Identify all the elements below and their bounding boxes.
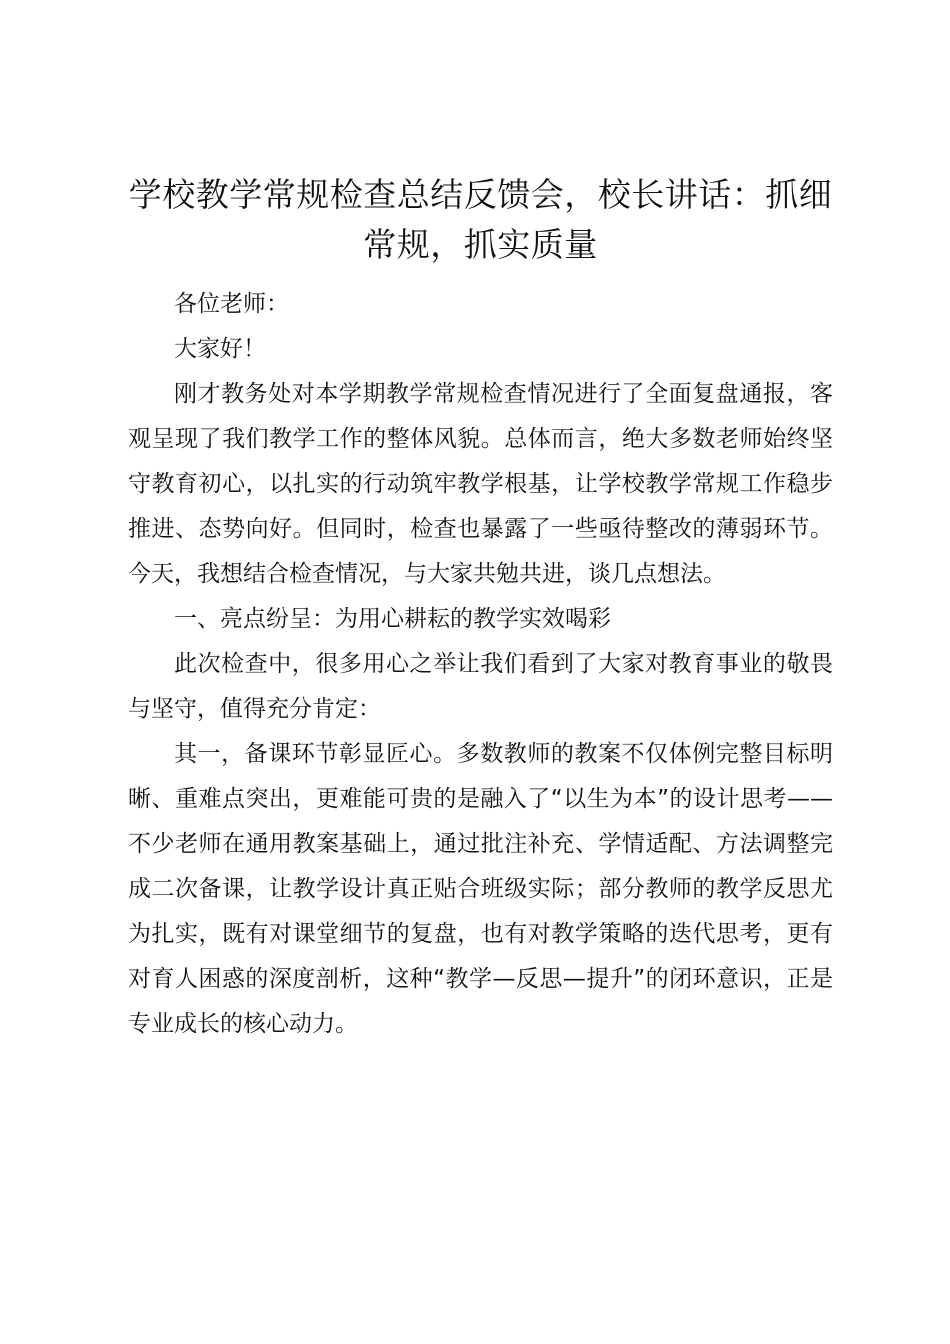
document-title: 学校教学常规检查总结反馈会，校长讲话：抓细常规，抓实质量 bbox=[128, 175, 833, 264]
body-paragraph: 刚才教务处对本学期教学常规检查情况进行了全面复盘通报，客观呈现了我们教学工作的整体风貌。总体而言，绝大多数老师始终坚守教育初心，以扎实的行动筑牢教学根基，让学校教学常规工作稳步推进、态势向好。但同时，检查也暴露了一些亟待整改的薄弱环节。今天，我想结合检查情况，与大家共勉共进，谈几点想法。 bbox=[128, 381, 833, 587]
body-paragraph: 此次检查中，很多用心之举让我们看到了大家对教育事业的敬畏与坚守，值得充分肯定： bbox=[128, 651, 833, 722]
greeting: 大家好！ bbox=[174, 336, 266, 362]
body-paragraph: 其一，备课环节彰显匠心。多数教师的教案不仅体例完整目标明晰、重难点突出，更难能可贵的是融入了“以生为本”的设计思考——不少老师在通用教案基础上，通过批注补充、学情适配、方法调整完成二次备课，让教学设计真正贴合班级实际；部分教师的教学反思尤为扎实，既有对课堂细节的复盘，也有对教学策略的迭代思考，更有对育人困惑的深度剖析，这种“教学—反思—提升”的闭环意识，正是专业成长的核心动力。 bbox=[128, 741, 833, 1037]
document-page bbox=[128, 170, 833, 1047]
section-heading: 一、亮点纷呈：为用心耕耘的教学实效喝彩 bbox=[174, 606, 611, 632]
document-body bbox=[128, 282, 833, 1047]
salutation: 各位老师： bbox=[174, 291, 289, 317]
